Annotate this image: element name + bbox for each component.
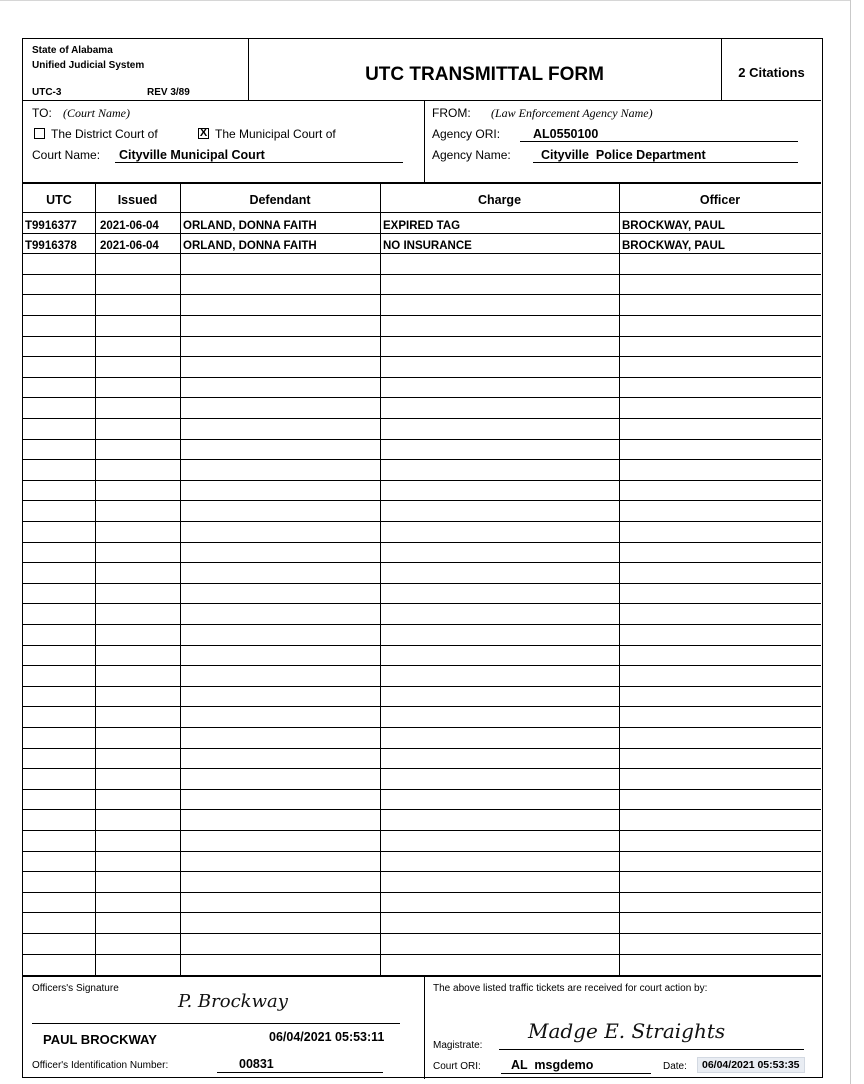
footer-top-rule bbox=[23, 975, 821, 977]
table-row-rule bbox=[23, 789, 821, 790]
magistrate-label: Magistrate: bbox=[433, 1040, 483, 1051]
court-ori-value: AL msgdemo bbox=[511, 1058, 594, 1072]
table-row-rule bbox=[23, 892, 821, 893]
officer-signature-underline bbox=[32, 1023, 400, 1024]
table-row-rule bbox=[23, 480, 821, 481]
table-row-rule bbox=[23, 542, 821, 543]
district-court-checkbox[interactable] bbox=[34, 128, 45, 139]
court-name-underline bbox=[115, 162, 403, 163]
form-number: UTC-3 bbox=[32, 87, 62, 98]
page-edge-right bbox=[850, 0, 851, 1084]
officer-id-underline bbox=[217, 1072, 383, 1073]
col-header-issued: Issued bbox=[117, 193, 158, 207]
municipal-court-label: The Municipal Court of bbox=[215, 127, 336, 141]
table-row-rule bbox=[23, 665, 821, 666]
citation-count: 2 Citations bbox=[738, 65, 805, 80]
table-row-rule bbox=[23, 274, 821, 275]
table-row-rule bbox=[23, 562, 821, 563]
from-hint: (Law Enforcement Agency Name) bbox=[491, 106, 653, 120]
table-column-divider bbox=[180, 182, 181, 975]
row-2-officer: BROCKWAY, PAUL bbox=[622, 240, 725, 252]
table-row-rule bbox=[23, 954, 821, 955]
table-row-rule bbox=[23, 253, 821, 254]
form-title: UTC TRANSMITTAL FORM bbox=[365, 64, 604, 85]
table-row-rule bbox=[23, 912, 821, 913]
agency-ori-label: Agency ORI: bbox=[432, 127, 501, 141]
from-label: FROM: bbox=[432, 106, 471, 120]
col-header-officer: Officer bbox=[699, 193, 741, 207]
agency-name-label: Agency Name: bbox=[432, 148, 511, 162]
table-row-rule bbox=[23, 933, 821, 934]
header-bottom-rule bbox=[23, 100, 821, 101]
table-row-rule bbox=[23, 418, 821, 419]
table-row-rule bbox=[23, 645, 821, 646]
table-row-rule bbox=[23, 439, 821, 440]
table-row-rule bbox=[23, 212, 821, 213]
col-header-utc: UTC bbox=[46, 193, 72, 207]
table-row-rule bbox=[23, 397, 821, 398]
court-ori-label: Court ORI: bbox=[433, 1061, 481, 1072]
page-edge-top bbox=[0, 0, 851, 1]
agency-ori-value: AL0550100 bbox=[533, 127, 599, 141]
table-column-divider bbox=[619, 182, 620, 975]
row-1-issued: 2021-06-04 bbox=[100, 220, 159, 232]
row-2-utc: T9916378 bbox=[25, 240, 77, 252]
table-column-divider bbox=[95, 182, 96, 975]
row-2-charge: NO INSURANCE bbox=[383, 240, 472, 252]
table-row-rule bbox=[23, 809, 821, 810]
table-row-rule bbox=[23, 500, 821, 501]
state-label: State of Alabama bbox=[32, 45, 113, 56]
table-row-rule bbox=[23, 830, 821, 831]
table-row-rule bbox=[23, 356, 821, 357]
table-row-rule bbox=[23, 459, 821, 460]
to-label: TO: bbox=[32, 106, 52, 120]
table-row-rule bbox=[23, 624, 821, 625]
court-name-label: Court Name: bbox=[32, 148, 101, 162]
court-ori-underline bbox=[501, 1073, 651, 1074]
officer-id-value: 00831 bbox=[239, 1057, 274, 1071]
to-from-divider bbox=[424, 100, 425, 182]
row-1-charge: EXPIRED TAG bbox=[383, 220, 461, 232]
court-name-value: Cityville Municipal Court bbox=[119, 148, 265, 162]
officer-signature: P. Brockway bbox=[178, 991, 288, 1012]
table-row-rule bbox=[23, 294, 821, 295]
col-header-defendant: Defendant bbox=[249, 193, 311, 207]
magistrate-signature: Madge E. Straights bbox=[528, 1019, 726, 1043]
table-row-rule bbox=[23, 315, 821, 316]
officer-datetime: 06/04/2021 05:53:11 bbox=[269, 1030, 385, 1044]
agency-ori-underline bbox=[520, 141, 798, 142]
magistrate-underline bbox=[499, 1049, 804, 1050]
table-row-rule bbox=[23, 233, 821, 234]
officer-name: PAUL BROCKWAY bbox=[43, 1032, 157, 1047]
table-row-rule bbox=[23, 603, 821, 604]
row-2-defendant: ORLAND, DONNA FAITH bbox=[183, 240, 317, 252]
row-1-defendant: ORLAND, DONNA FAITH bbox=[183, 220, 317, 232]
system-label: Unified Judicial System bbox=[32, 60, 145, 71]
col-header-charge: Charge bbox=[477, 193, 522, 207]
table-row-rule bbox=[23, 727, 821, 728]
table-row-rule bbox=[23, 871, 821, 872]
agency-name-underline bbox=[533, 162, 798, 163]
received-text: The above listed traffic tickets are received for court action by: bbox=[433, 983, 708, 994]
row-2-issued: 2021-06-04 bbox=[100, 240, 159, 252]
table-row-rule bbox=[23, 748, 821, 749]
table-top-rule bbox=[23, 182, 821, 184]
to-hint: (Court Name) bbox=[63, 106, 130, 120]
table-row-rule bbox=[23, 336, 821, 337]
table-row-rule bbox=[23, 686, 821, 687]
form-revision: REV 3/89 bbox=[147, 87, 190, 98]
table-row-rule bbox=[23, 706, 821, 707]
table-row-rule bbox=[23, 583, 821, 584]
officer-id-label: Officer's Identification Number: bbox=[32, 1060, 169, 1071]
table-row-rule bbox=[23, 521, 821, 522]
date-label: Date: bbox=[663, 1061, 687, 1072]
table-row-rule bbox=[23, 851, 821, 852]
table-row-rule bbox=[23, 377, 821, 378]
agency-name-value: Cityville Police Department bbox=[541, 148, 706, 162]
transmittal-form bbox=[22, 38, 823, 1078]
district-court-label: The District Court of bbox=[51, 127, 158, 141]
municipal-court-checkbox[interactable]: X bbox=[199, 127, 208, 139]
footer-divider bbox=[424, 975, 425, 1079]
table-row-rule bbox=[23, 768, 821, 769]
row-1-officer: BROCKWAY, PAUL bbox=[622, 220, 725, 232]
row-1-utc: T9916377 bbox=[25, 220, 77, 232]
officer-signature-label: Officers's Signature bbox=[32, 983, 119, 994]
date-value: 06/04/2021 05:53:35 bbox=[697, 1057, 805, 1073]
table-column-divider bbox=[380, 182, 381, 975]
